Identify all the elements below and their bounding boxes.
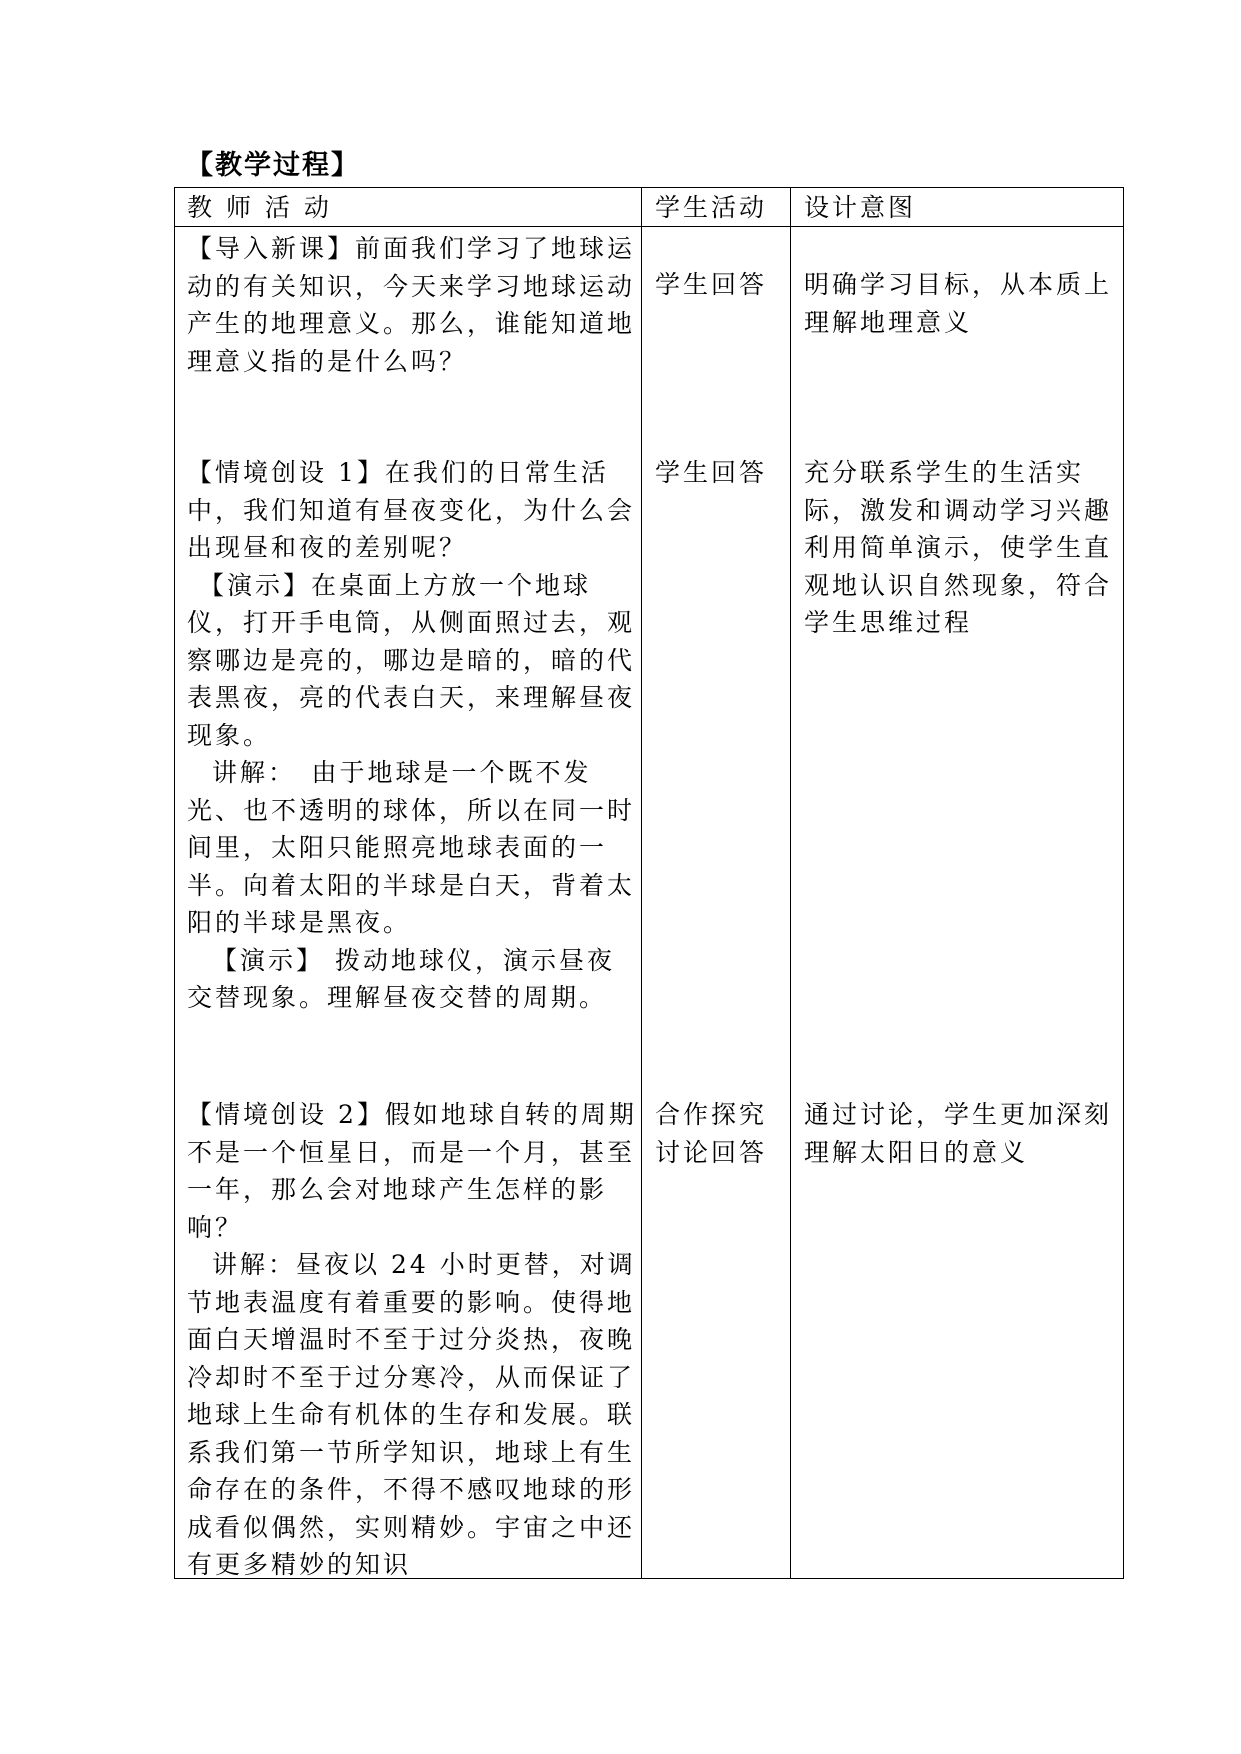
student-activity-cell: 合作探究讨论回答 — [655, 1100, 768, 1167]
section-heading: 【教学过程】 — [186, 150, 360, 181]
header-teacher-activity: 教 师 活 动 — [187, 193, 332, 222]
design-intent-cell: 充分联系学生的生活实际，激发和调动学习兴趣利用简单演示，使学生直观地认识自然现象，符合学生思维过程 — [804, 458, 1113, 637]
teacher-paragraph: 讲解： 由于地球是一个既不发光、也不透明的球体，所以在同一时间里，太阳只能照亮地球表面的一半。向着太阳的半球是白天，背着太阳的半球是黑夜。 — [187, 758, 636, 937]
teacher-paragraph: 【演示】 拨动地球仪，演示昼夜交替现象。理解昼夜交替的周期。 — [187, 945, 615, 1012]
teacher-paragraph: 【情境创设 2】假如地球自转的周期不是一个恒星日，而是一个月，甚至一年，那么会对地球产生怎样的影响？ — [187, 1100, 637, 1242]
student-activity-cell: 学生回答 — [655, 458, 768, 487]
teacher-paragraph: 【演示】在桌面上方放一个地球仪，打开手电筒，从侧面照过去，观察哪边是亮的，哪边是暗的，暗的代表黑夜，亮的代表白天，来理解昼夜现象。 — [187, 570, 636, 750]
teacher-activity-cell — [187, 230, 637, 380]
teacher-paragraph: 讲解：昼夜以 24 小时更替，对调节地表温度有着重要的影响。使得地面白天增温时不至于过分炎热，夜晚冷却时不至于过分寒冷，从而保证了地球上生命有机体的生存和发展。联系我们第一节所学知识，地球上有生命存在的条件，不得不感叹地球的形成看似偶然，实则精妙。宇宙之中还有更多精妙的知识 — [187, 1250, 636, 1579]
header-divider — [175, 226, 1123, 227]
header-design-intent: 设计意图 — [804, 193, 917, 222]
teaching-process-table — [174, 187, 1124, 1579]
teacher-paragraph: 【导入新课】前面我们学习了地球运动的有关知识，今天来学习地球运动产生的地理意义。那么，谁能知道地理意义指的是什么吗？ — [187, 234, 636, 376]
design-intent-cell: 明确学习目标，从本质上理解地理意义 — [804, 270, 1113, 337]
student-activity-cell: 学生回答 — [655, 270, 768, 299]
teacher-activity-cell — [187, 1096, 637, 1584]
column-divider — [790, 188, 791, 1578]
header-student-activity: 学生活动 — [655, 193, 768, 222]
teacher-paragraph: 【情境创设 1】在我们的日常生活中，我们知道有昼夜变化，为什么会出现昼和夜的差别呢？ — [187, 458, 636, 562]
column-divider — [641, 188, 642, 1578]
teacher-activity-cell — [187, 454, 637, 1017]
design-intent-cell: 通过讨论，学生更加深刻理解太阳日的意义 — [804, 1100, 1113, 1167]
